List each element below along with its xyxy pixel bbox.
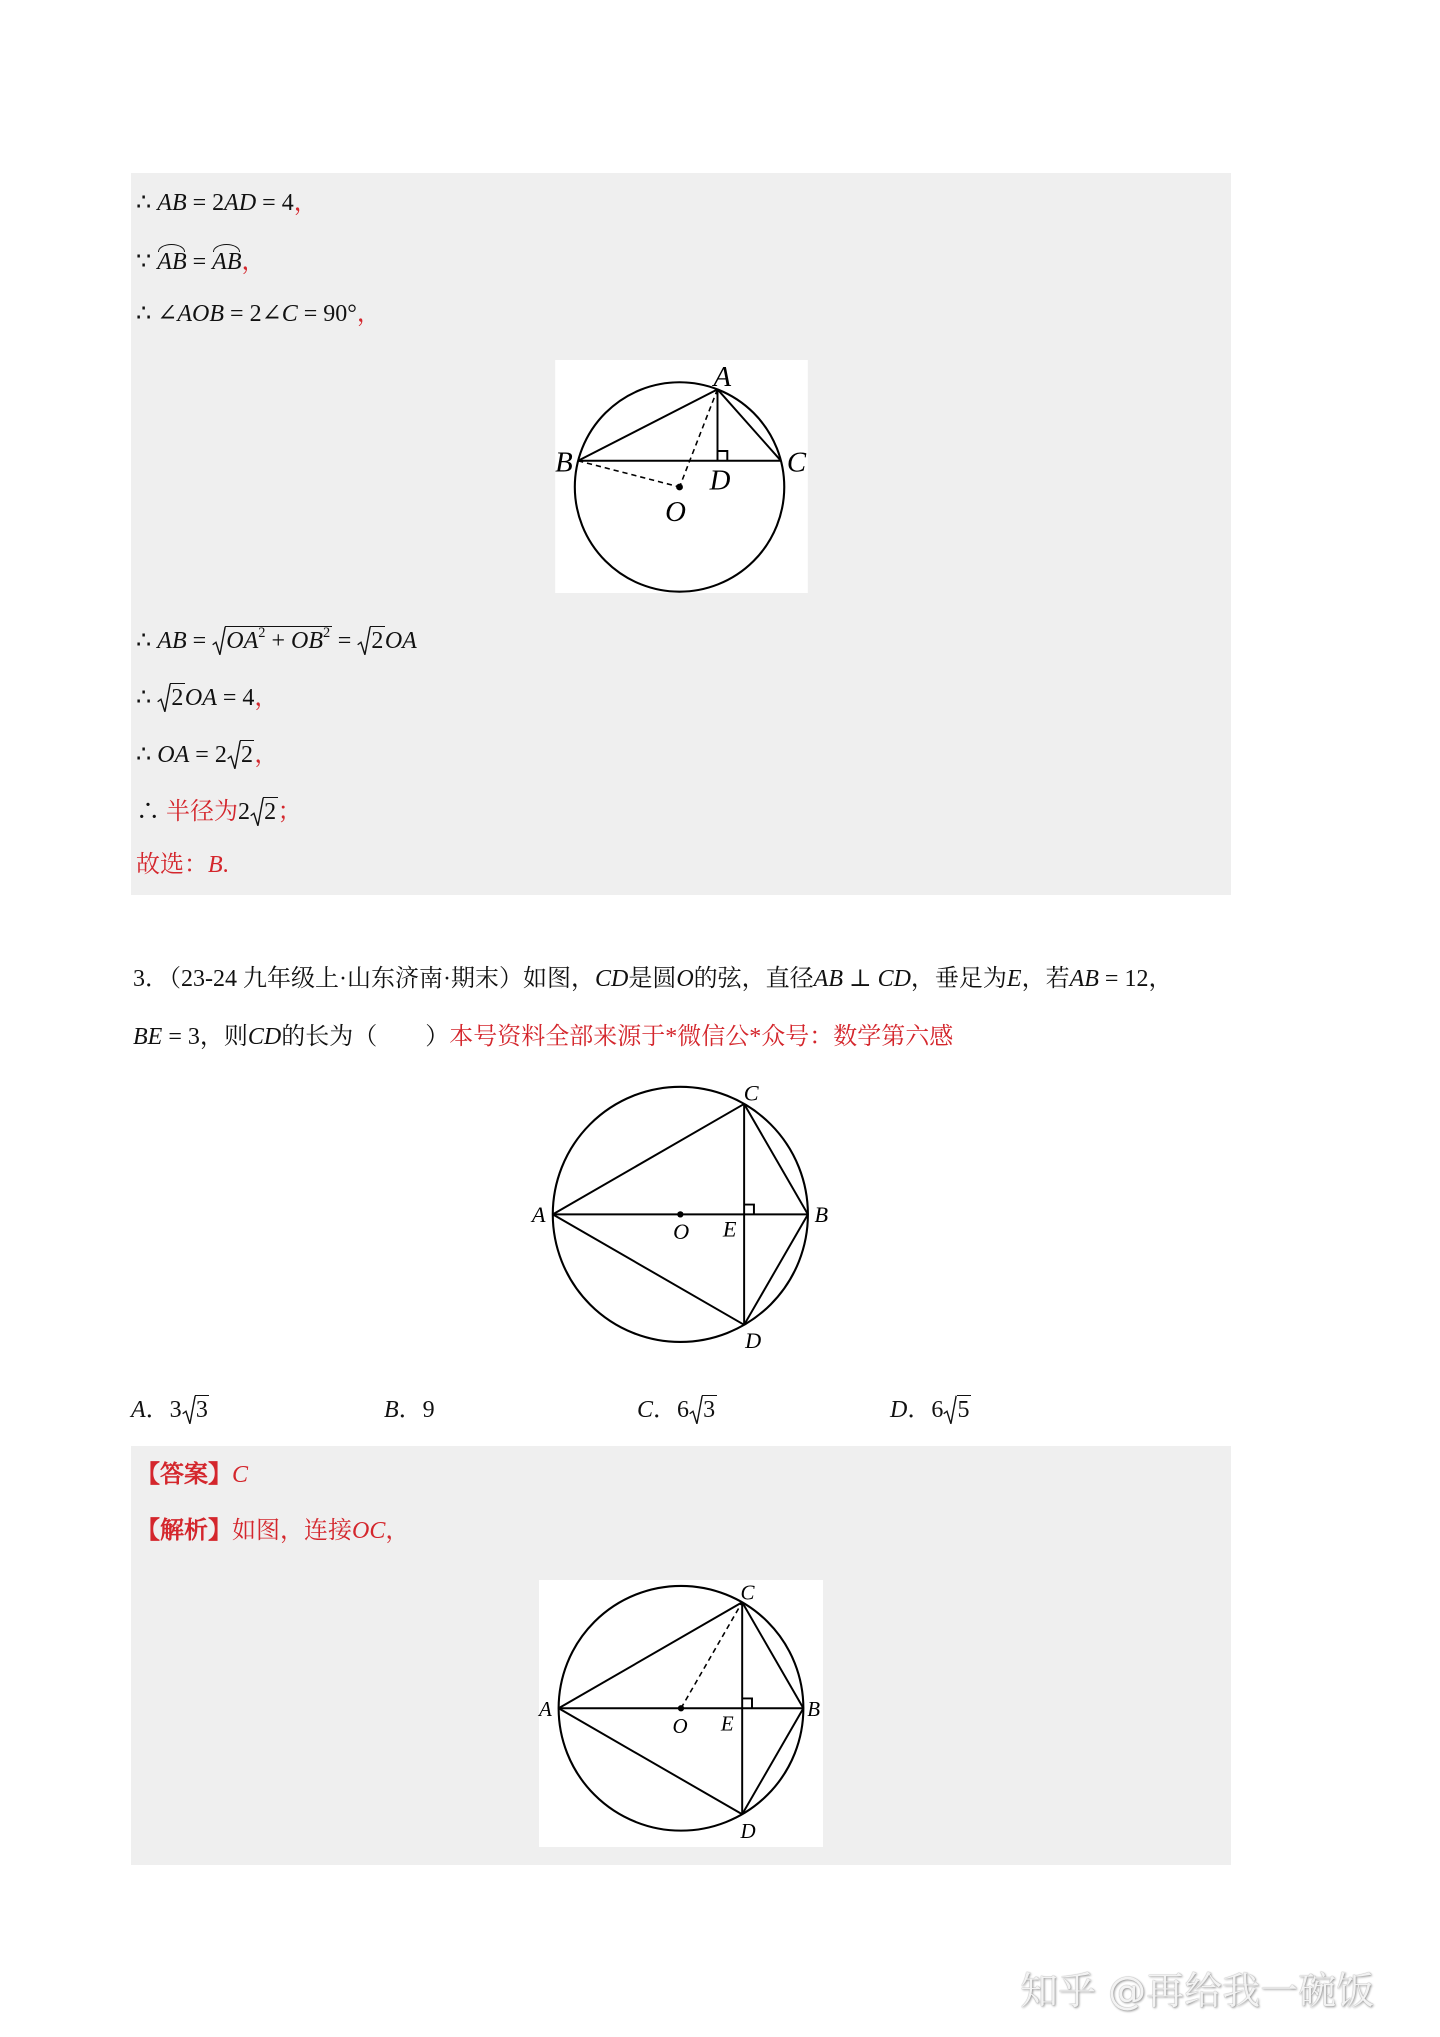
- label-c: C: [740, 1580, 755, 1605]
- square-root: [689, 1395, 717, 1425]
- math-variable: OA: [157, 742, 190, 768]
- text-segment: ∵: [136, 249, 158, 275]
- solution-line-5: [136, 683, 278, 713]
- label-o: O: [673, 1219, 690, 1245]
- math-variable: CD: [877, 966, 911, 992]
- option-b: [384, 1395, 435, 1425]
- label-o: O: [665, 496, 686, 529]
- math-variable: OA: [384, 628, 417, 654]
- text-segment: ∴ ∠: [136, 301, 178, 327]
- highlight-text: 如图，连接: [232, 1518, 352, 1544]
- math-variable: AD: [224, 190, 257, 216]
- highlight-text: 本号资料全部来源于*微信公*众号：数学第六感: [449, 1024, 954, 1050]
- highlight-text: 半径为: [166, 799, 238, 825]
- label-a: A: [531, 1202, 546, 1228]
- label-c: C: [786, 446, 807, 479]
- option-c: [637, 1395, 717, 1425]
- text-segment: 3．（23-24 九年级上·山东济南·期末）如图，: [133, 966, 595, 992]
- text-segment: 2: [371, 628, 384, 654]
- highlight-text: ；: [277, 799, 302, 825]
- square-root: [157, 683, 185, 713]
- center-point: [676, 484, 683, 491]
- text-segment: = 4: [216, 685, 255, 711]
- text-segment: ，若: [1021, 966, 1070, 992]
- text-segment: =: [186, 628, 213, 654]
- radical-sign: [227, 740, 240, 770]
- label-d: D: [709, 464, 731, 497]
- label-b: B: [555, 446, 573, 479]
- text-segment: 的长为（ ）: [281, 1024, 450, 1050]
- option-label: A: [131, 1397, 146, 1423]
- highlight-text: .: [222, 852, 229, 878]
- label-o: O: [672, 1714, 688, 1739]
- text-segment: = 90°: [297, 301, 357, 327]
- superscript: 2: [323, 625, 331, 642]
- superscript: 2: [258, 625, 266, 642]
- text-segment: 2: [264, 799, 277, 825]
- text-segment: ∴: [136, 628, 158, 654]
- option-separator: ．: [145, 1397, 170, 1423]
- math-variable: CD: [247, 1024, 282, 1050]
- arc-notation: AB: [212, 249, 242, 275]
- text-segment: ⊥: [843, 966, 878, 992]
- math-variable: BE: [133, 1024, 163, 1050]
- square-root: [212, 626, 332, 656]
- highlight-text: ，: [254, 742, 279, 768]
- math-variable: OA: [184, 685, 217, 711]
- radical-sign: [182, 1395, 195, 1425]
- analysis-line: [136, 1516, 409, 1546]
- math-variable: AB: [1069, 966, 1099, 992]
- text-segment: 3: [169, 1397, 182, 1423]
- highlight-math-variable: B: [208, 852, 223, 878]
- radical-sign: [212, 626, 225, 656]
- solution-line-1: [136, 188, 318, 218]
- label-a: A: [713, 361, 732, 394]
- option-value: [677, 1397, 717, 1423]
- option-value: [931, 1397, 971, 1423]
- highlight-math-variable: C: [232, 1462, 249, 1488]
- text-segment: ∴: [136, 799, 166, 825]
- text-segment: = 4: [256, 190, 294, 216]
- watermark: 知乎 @再给我一碗饭: [1020, 1969, 1375, 2013]
- option-d: [890, 1395, 971, 1425]
- center-point: [677, 1211, 683, 1217]
- text-segment: +: [265, 628, 292, 654]
- radical-sign: [943, 1395, 956, 1425]
- text-segment: =: [186, 249, 213, 275]
- text-segment: 3: [195, 1397, 208, 1423]
- figure-circle-chord-cd: [524, 1073, 838, 1361]
- highlight-text: ，: [385, 1518, 410, 1544]
- text-segment: 9: [422, 1397, 435, 1423]
- highlight-math-variable: OC: [352, 1518, 386, 1544]
- math-variable: C: [281, 301, 298, 327]
- square-root: [227, 740, 255, 770]
- segment-bc: [744, 1104, 808, 1214]
- right-angle-mark: [744, 1205, 754, 1215]
- text-segment: ∴: [136, 685, 158, 711]
- square-root: [943, 1395, 971, 1425]
- math-variable: E: [1006, 966, 1022, 992]
- solution-line-4: [136, 626, 417, 656]
- label-d: D: [745, 1327, 762, 1353]
- math-variable: OA: [226, 628, 259, 654]
- highlight-text: ，: [293, 190, 318, 216]
- option-label: B: [384, 1397, 399, 1423]
- math-variable: AB: [157, 190, 187, 216]
- text-segment: 6: [931, 1397, 944, 1423]
- text-segment: = 3，则: [162, 1024, 248, 1050]
- highlight-text: ，: [356, 301, 381, 327]
- segment-bd: [744, 1214, 808, 1324]
- label-e: E: [722, 1216, 737, 1242]
- text-segment: = 2: [186, 190, 225, 216]
- option-label: D: [890, 1397, 908, 1423]
- radicand: [370, 626, 384, 656]
- option-separator: ．: [907, 1397, 932, 1423]
- text-segment: = 12，: [1098, 966, 1173, 992]
- answer-line: [136, 1460, 248, 1490]
- radical-sign: [157, 683, 170, 713]
- highlight-text: ，: [241, 249, 266, 275]
- radicand: [240, 740, 254, 770]
- highlight-text: ，: [254, 685, 279, 711]
- radicand: [702, 1395, 716, 1425]
- figure-circle-with-oc: [539, 1580, 823, 1847]
- math-variable: O: [676, 966, 694, 992]
- text-segment: 是圆: [628, 966, 677, 992]
- math-variable: OB: [291, 628, 324, 654]
- label-e: E: [720, 1711, 734, 1736]
- text-segment: =: [331, 628, 358, 654]
- section-label: 【答案】: [136, 1462, 232, 1488]
- radicand: [263, 797, 277, 827]
- label-b: B: [814, 1202, 829, 1228]
- option-value: [423, 1397, 435, 1423]
- text-segment: 6: [677, 1397, 690, 1423]
- option-a: [131, 1395, 209, 1425]
- question-3-line-1: [133, 964, 1172, 994]
- math-variable: AB: [157, 628, 187, 654]
- option-label: C: [637, 1397, 654, 1423]
- radical-sign: [250, 797, 263, 827]
- option-separator: ．: [398, 1397, 423, 1423]
- text-segment: ∴: [136, 190, 158, 216]
- figure-circle-triangle-abc: [555, 360, 808, 593]
- math-variable: AB: [813, 966, 843, 992]
- solution-line-7: [136, 797, 302, 827]
- solution-line-3: [136, 299, 381, 329]
- radicand: [170, 683, 184, 713]
- math-variable: AOB: [177, 301, 225, 327]
- solution-line-6: [136, 740, 278, 770]
- highlight-text: 故选：: [136, 852, 208, 878]
- option-separator: ．: [653, 1397, 678, 1423]
- label-d: D: [740, 1818, 756, 1843]
- radical-sign: [689, 1395, 702, 1425]
- question-3-line-2: [133, 1022, 953, 1052]
- label-c: C: [743, 1080, 759, 1106]
- square-root: [250, 797, 278, 827]
- radicand: [195, 1395, 209, 1425]
- solution-line-8: [136, 850, 229, 880]
- square-root: [357, 626, 385, 656]
- square-root: [182, 1395, 210, 1425]
- text-segment: 的弦，直径: [693, 966, 814, 992]
- text-segment: ∴: [136, 742, 158, 768]
- math-variable: CD: [594, 966, 629, 992]
- text-segment: 2: [240, 742, 253, 768]
- text-segment: ，垂足为: [910, 966, 1007, 992]
- solution-line-2: [136, 247, 265, 277]
- radical-sign: [357, 626, 370, 656]
- text-segment: 5: [957, 1397, 970, 1423]
- center-point: [678, 1705, 684, 1711]
- label-b: B: [807, 1697, 821, 1722]
- label-a: A: [539, 1697, 552, 1722]
- text-segment: 2: [238, 799, 250, 825]
- text-segment: 2: [171, 685, 184, 711]
- section-label: 【解析】: [136, 1518, 232, 1544]
- text-segment: = 2∠: [224, 301, 282, 327]
- segment-ac: [553, 1104, 744, 1214]
- text-segment: 3: [703, 1397, 716, 1423]
- arc-notation: AB: [157, 249, 187, 275]
- segment-ad: [553, 1214, 744, 1324]
- radicand: [957, 1395, 971, 1425]
- option-value: [170, 1397, 210, 1423]
- radicand: [225, 626, 331, 656]
- text-segment: = 2: [189, 742, 227, 768]
